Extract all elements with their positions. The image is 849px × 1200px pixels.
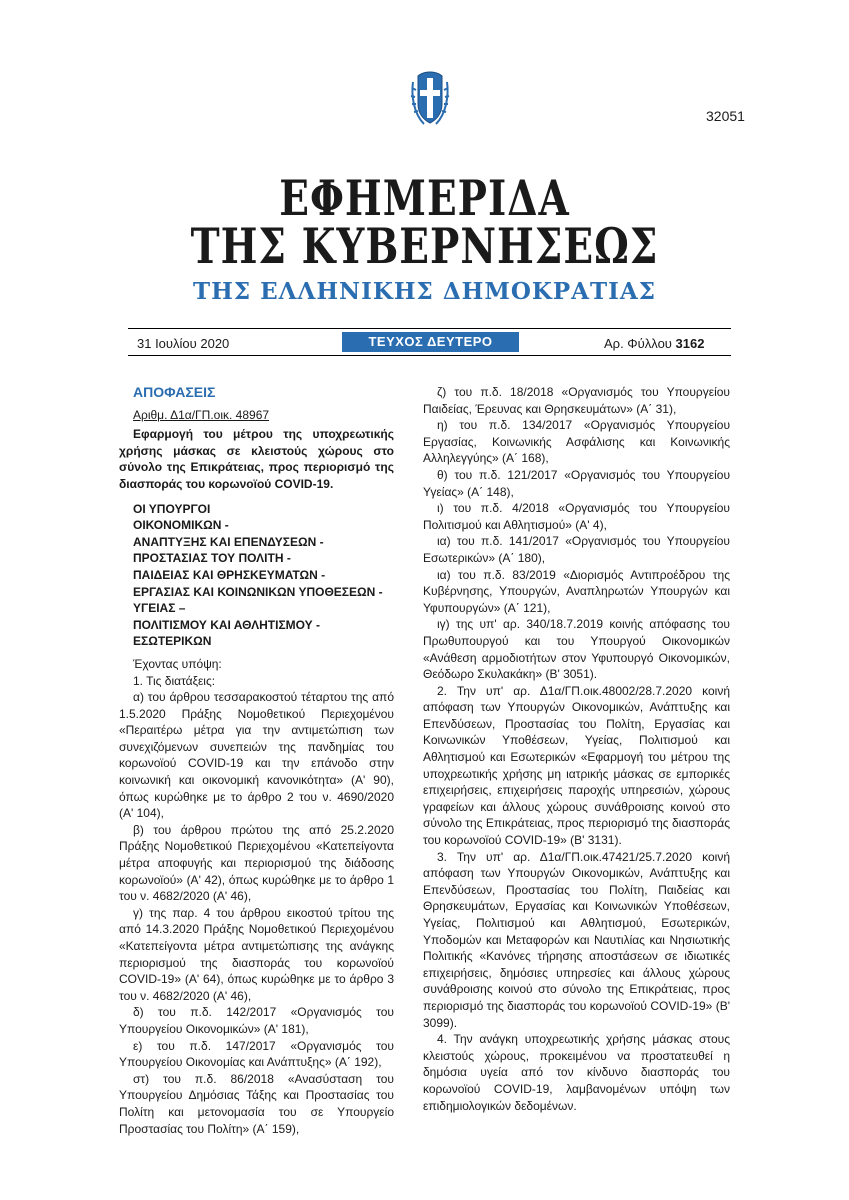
decision-reference: Αριθμ. Δ1α/ΓΠ.οικ. 48967 (133, 407, 270, 422)
issue-label: ΤΕΥΧΟΣ ΔΕΥΤΕΡΟ (342, 332, 519, 352)
paragraph: 3. Την υπ' αρ. Δ1α/ΓΠ.οικ.47421/25.7.2020 κοινή απόφαση των Υπουργών Οικονομικών, Ανάπτυξης και Επενδύσεων, Προστασίας του Πολίτη, Παιδείας και Θρησκευμάτων, Εργασίας και Κοινωνικών Υποθέσεων, Υγείας, Πολιτισμού και Αθλητισμού, Εσωτερικών, Υποδομών και Μεταφορών και Ναυτιλίας και Νησιωτικής Πολιτικής «Κανόνες τήρησης αποστάσεων σε ιδιωτικές επιχειρήσεις, δημόσιες υπηρεσίες και άλλους χώρους συνάθροισης κοινού στο σύνολο της Επικράτειας, προς περιορισμό της διασποράς του κορωνοϊού COVID-19» (Β' 3099). (423, 849, 730, 1030)
paragraph: β) του άρθρου πρώτου της από 25.2.2020 Πράξης Νομοθετικού Περιεχομένου «Κατεπείγοντα μέτρα αποφυγής και περιορισμού της διάδοσης κορωνοϊού» (Α' 42), όπως κυρώθηκε με το άρθρο 1 του ν. 4682/2020 (Α' 46), (119, 822, 394, 904)
paragraph: 1. Τις διατάξεις: (133, 673, 216, 688)
right-column (423, 384, 730, 1114)
paragraph: δ) του π.δ. 142/2017 «Οργανισμός του Υπουργείου Οικονομικών» (Α' 181), (119, 1005, 394, 1036)
paragraph: γ) της παρ. 4 του άρθρου εικοστού τρίτου της από 14.3.2020 Πράξης Νομοθετικού Περιεχομένου «Κατεπείγοντα μέτρα αντιμετώπισης της ανάγκης περιορισμού της διασποράς του κορωνοϊού COVID-19» (Α' 64), όπως κυρώθηκε με το άρθρο 3 του ν. 4682/2020 (Α' 46), (119, 905, 394, 1003)
masthead-subtitle: ΤΗΣ ΕΛΛΗΝΙΚΗΣ ΔΗΜΟΚΡΑΤΙΑΣ (192, 278, 657, 305)
masthead-title-line2: ΤΗΣ ΚΥΒΕΡΝΗΣΕΩΣ (190, 218, 659, 276)
masthead-title-line1: ΕΦΗΜΕΡΙΔΑ (279, 170, 570, 228)
minister-line: ΠΑΙΔΕΙΑΣ ΚΑΙ ΘΡΗΣΚΕΥΜΑΤΩΝ - (133, 567, 326, 582)
minister-line: ΠΟΛΙΤΙΣΜΟΥ ΚΑΙ ΑΘΛΗΤΙΣΜΟΥ - (133, 617, 320, 632)
paragraph: 4. Την ανάγκη υποχρεωτικής χρήσης μάσκας στους κλειστούς χώρους, προκειμένου να προστατευθεί η δημόσια υγεία από τον κίνδυνο διασποράς του κορωνοϊού COVID-19, λαμβανομένων υπόψη των επιδημιολογικών δεδομένων. (423, 1032, 730, 1113)
minister-line: ΕΡΓΑΣΙΑΣ ΚΑΙ ΚΟΙΝΩΝΙΚΩΝ ΥΠΟΘΕΣΕΩΝ - (133, 584, 383, 599)
sheet-label: Αρ. Φύλλου (604, 336, 672, 351)
paragraph: ια) του π.δ. 141/2017 «Οργανισμός του Υπουργείου Εσωτερικών» (Α΄ 180), (423, 534, 730, 565)
paragraph: στ) του π.δ. 86/2018 «Ανασύσταση του Υπουργείου Δημόσιας Τάξης και Προστασίας του Πολίτη και μετονομασία του σε Υπουργείο Προστασίας του Πολίτη» (Α΄ 159), (119, 1071, 394, 1136)
minister-line: ΠΡΟΣΤΑΣΙΑΣ ΤΟΥ ΠΟΛΙΤΗ - (133, 551, 291, 566)
decision-title: Εφαρμογή του μέτρου της υποχρεωτικής χρήσης μάσκας σε κλειστούς χώρους στο σύνολο της Επικράτειας, προς περιορισμό της διασποράς του κορωνοϊού COVID-19. (119, 427, 394, 491)
paragraph: α) του άρθρου τεσσαρακοστού τέταρτου της από 1.5.2020 Πράξης Νομοθετικού Περιεχομένου «Περαιτέρω μέτρα για την αντιμετώπιση των συνεχιζόμενων συνεπειών της πανδημίας του κορωνοϊού COVID-19 και την επάνοδο στην κοινωνική και οικονομική κανονικότητα» (Α' 90), όπως κυρώθηκε με το άρθρο 2 του ν. 4690/2020 (Α' 104), (119, 690, 394, 821)
paragraph: ιγ) της υπ' αρ. 340/18.7.2019 κοινής απόφασης του Πρωθυπουργού και του Υπουργού Οικονομικών «Ανάθεση αρμοδιοτήτων στον Υφυπουργό Οικονομικών, Θεόδωρο Σκυλακάκη» (Β' 3051). (423, 617, 730, 682)
paragraph: Έχοντας υπόψη: (133, 656, 222, 671)
minister-line: ΕΣΩΤΕΡΙΚΩΝ (133, 634, 212, 649)
paragraph: η) του π.δ. 134/2017 «Οργανισμός Υπουργείου Εργασίας, Κοινωνικής Ασφάλισης και Κοινωνικής Αλληλεγγύης» (Α΄ 168), (423, 418, 730, 466)
issue-date: 31 Ιουλίου 2020 (137, 336, 230, 351)
sheet-number-value: 3162 (675, 336, 705, 351)
paragraph: θ) του π.δ. 121/2017 «Οργανισμός του Υπουργείου Υγείας» (Α΄ 148), (423, 467, 730, 499)
paragraph: ζ) του π.δ. 18/2018 «Οργανισμός του Υπουργείου Παιδείας, Έρευνας και Θρησκευμάτων» (Α΄ 31), (423, 385, 730, 416)
paragraph: 2. Την υπ' αρ. Δ1α/ΓΠ.οικ.48002/28.7.2020 κοινή απόφαση των Υπουργών Οικονομικών, Ανάπτυξης και Επενδύσεων, Προστασίας του Πολίτη, Εργασίας και Κοινωνικών Υποθέσεων, Υγείας, Πολιτισμού και Αθλητισμού και Εσωτερικών «Εφαρμογή του μέτρου της υποχρεωτικής χρήσης μη ιατρικής μάσκας σε εμπορικές επιχειρήσεις, επιχειρήσεις παροχής υπηρεσιών, χώρους γραφείων και άλλους χώρους συνάθροισης κοινού στο σύνολο της Επικράτειας, προς περιορισμό της διασποράς του κορωνοϊού COVID-19» (Β' 3131). (423, 683, 730, 848)
section-heading: ΑΠΟΦΑΣΕΙΣ (133, 384, 216, 400)
page-number: 32051 (706, 108, 745, 124)
minister-line: ΟΙΚΟΝΟΜΙΚΩΝ - (133, 518, 229, 533)
ministers-block (119, 501, 394, 650)
paragraph: ε) του π.δ. 147/2017 «Οργανισμός του Υπουργείου Οικονομίας και Ανάπτυξης» (Α΄ 192), (119, 1038, 394, 1070)
greek-emblem-icon (410, 70, 450, 130)
minister-line: ΑΝΑΠΤΥΞΗΣ ΚΑΙ ΕΠΕΝΔΥΣΕΩΝ - (133, 534, 324, 549)
minister-line: ΥΓΕΙΑΣ – (133, 601, 186, 616)
top-rule (128, 328, 731, 329)
bottom-rule (128, 355, 731, 356)
paragraph: ι) του π.δ. 4/2018 «Οργανισμός του Υπουργείου Πολιτισμού και Αθλητισμού» (Α' 4), (423, 501, 730, 532)
left-column (119, 384, 394, 1137)
sheet-number (604, 336, 704, 351)
minister-line: ΟΙ ΥΠΟΥΡΓΟΙ (133, 501, 211, 516)
paragraph: ια) του π.δ. 83/2019 «Διορισμός Αντιπροέδρου της Κυβέρνησης, Υπουργών, Αναπληρωτών Υπουργών και Υφυπουργών» (Α΄ 121), (423, 567, 730, 615)
